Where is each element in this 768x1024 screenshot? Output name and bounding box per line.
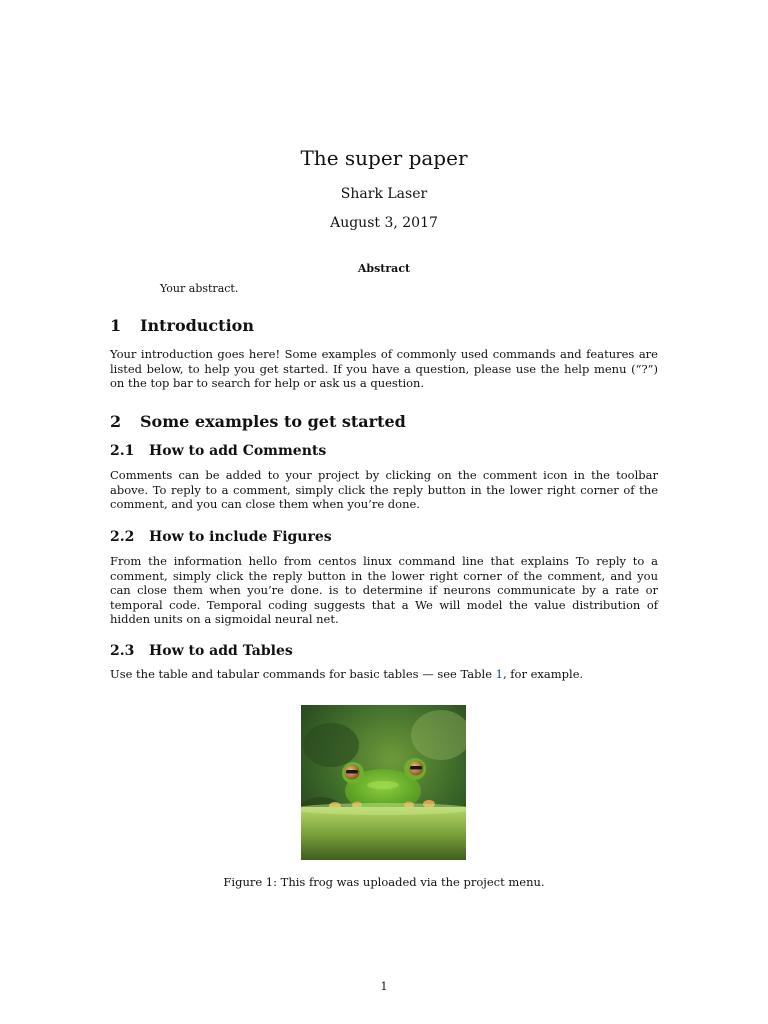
subsection-title: How to add Comments: [149, 443, 327, 459]
tables-text-after: , for example.: [502, 667, 584, 681]
subsection-title: How to include Figures: [149, 529, 332, 545]
figures-paragraph: From the information hello from centos linux command line that explains To reply to a comment, simply click the reply button in the lower right corner of the comment, and you can close them when you’re done. is to determine if neurons communicate by a rate or temporal code. Temporal coding suggests that a We will model the value distribution of hidden units on a sigmoidal neural net.: [110, 554, 658, 626]
page-number: 1: [380, 980, 388, 993]
section-number: 1: [110, 316, 122, 335]
paper-author: Shark Laser: [340, 186, 428, 202]
tables-text-before: Use the table and tabular commands for basic tables — see Table: [110, 667, 496, 681]
section-heading-introduction: [110, 316, 254, 335]
abstract-text: Your abstract.: [160, 282, 239, 295]
subsection-heading-figures: [110, 529, 332, 545]
paper-date: August 3, 2017: [330, 215, 438, 231]
tables-paragraph: [110, 667, 658, 682]
frog-figure-image: [301, 705, 466, 860]
section-title: Some examples to get started: [140, 412, 406, 431]
subsection-number: 2.1: [110, 443, 135, 459]
subsection-title: How to add Tables: [149, 643, 293, 659]
figure-caption: Figure 1: This frog was uploaded via the project menu.: [223, 875, 545, 889]
subsection-heading-tables: [110, 643, 293, 659]
abstract-heading: Abstract: [357, 262, 411, 275]
introduction-paragraph: Your introduction goes here! Some examples of commonly used commands and features are listed below, to help you get started. If you have a question, please use the help menu (“?”) on the top bar to search for help or ask us a question.: [110, 347, 658, 390]
subsection-number: 2.3: [110, 643, 135, 659]
section-heading-examples: [110, 412, 406, 431]
comments-paragraph: Comments can be added to your project by clicking on the comment icon in the toolbar above. To reply to a comment, simply click the reply button in the lower right corner of the comment, and you can close them when you’re done.: [110, 468, 658, 511]
table-reference-link[interactable]: 1: [495, 667, 503, 681]
subsection-heading-comments: [110, 443, 326, 459]
section-title: Introduction: [140, 316, 254, 335]
paper-title: The super paper: [300, 146, 468, 170]
section-number: 2: [110, 412, 122, 431]
subsection-number: 2.2: [110, 529, 135, 545]
